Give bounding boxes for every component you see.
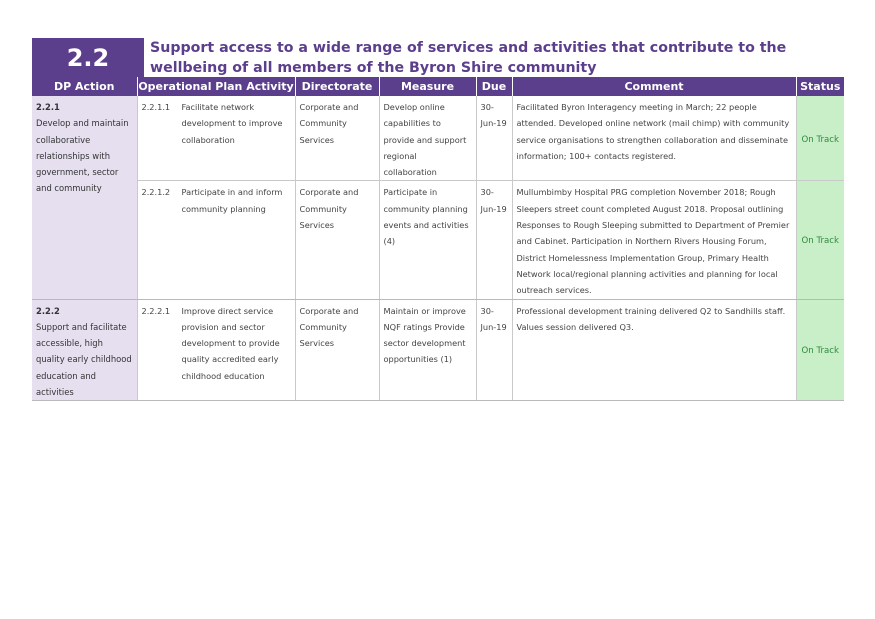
section-number: 2.2 [32, 38, 144, 77]
table-row [32, 181, 844, 299]
activity-text: Participate in and inform community planning [181, 187, 283, 214]
activity-text: Facilitate network development to improve collaboration [181, 102, 283, 145]
measure-cell: Maintain or improve NQF ratings Provide sector development opportunities (1) [379, 299, 476, 401]
comment-cell: Professional development training delivered Q2 to Sandhills staff. Values session delivered Q3. [512, 299, 796, 401]
dp-action-text: Develop and maintain collaborative relationships with government, sector and community [36, 118, 129, 194]
activity-cell [137, 299, 295, 401]
report-page [32, 38, 844, 401]
activity-cell [137, 181, 295, 299]
section-header [32, 38, 844, 77]
measure-cell: Participate in community planning events and activities (4) [379, 181, 476, 299]
status-badge: On Track [796, 96, 844, 181]
col-header-directorate: Directorate [295, 77, 379, 96]
col-header-dp-action: DP Action [32, 77, 137, 96]
activity-code: 2.2.2.1 [141, 305, 171, 316]
activity-code: 2.2.1.2 [141, 187, 171, 198]
activity-code: 2.2.1.1 [141, 102, 171, 112]
dp-action-code: 2.2.2 [36, 305, 60, 316]
table-row [32, 299, 844, 401]
col-header-activity: Operational Plan Activity [137, 77, 295, 96]
status-badge: On Track [796, 181, 844, 299]
col-header-comment: Comment [512, 77, 796, 96]
comment-cell: Mullumbimby Hospital PRG completion November 2018; Rough Sleepers street count completed August 2018. Proposal outlining Responses to Rough Sleeping submitted to Department of Premier and Cabinet. Participation in Northern Rivers Housing Forum, District Homelessness Implementation Group, Primary Health Network local/regional planning activities and planning for local outreach services. [512, 181, 796, 299]
dp-action-code: 2.2.1 [36, 102, 60, 112]
dp-action-cell [32, 96, 137, 299]
dp-action-text: Support and facilitate accessible, high quality early childhood education and activities [36, 321, 132, 398]
table-row [32, 96, 844, 181]
table-header-row [32, 77, 844, 96]
due-cell: 30-Jun-19 [476, 299, 512, 401]
directorate-cell: Corporate and Community Services [295, 299, 379, 401]
col-header-due: Due [476, 77, 512, 96]
dp-action-cell [32, 299, 137, 401]
operational-plan-table [32, 77, 844, 401]
due-cell: 30-Jun-19 [476, 96, 512, 181]
due-cell: 30-Jun-19 [476, 181, 512, 299]
col-header-status: Status [796, 77, 844, 96]
activity-cell [137, 96, 295, 181]
comment-cell: Facilitated Byron Interagency meeting in March; 22 people attended. Developed online network (mail chimp) with community service organisations to strengthen collaboration and disseminate information; 100+ contacts registered. [512, 96, 796, 181]
measure-cell: Develop online capabilities to provide and support regional collaboration [379, 96, 476, 181]
directorate-cell: Corporate and Community Services [295, 96, 379, 181]
status-badge: On Track [796, 299, 844, 401]
section-title: Support access to a wide range of services and activities that contribute to the wellbeing of all members of the Byron Shire community [150, 40, 787, 76]
activity-text: Improve direct service provision and sector development to provide quality accredited early childhood education [181, 305, 280, 381]
col-header-measure: Measure [379, 77, 476, 96]
directorate-cell: Corporate and Community Services [295, 181, 379, 299]
